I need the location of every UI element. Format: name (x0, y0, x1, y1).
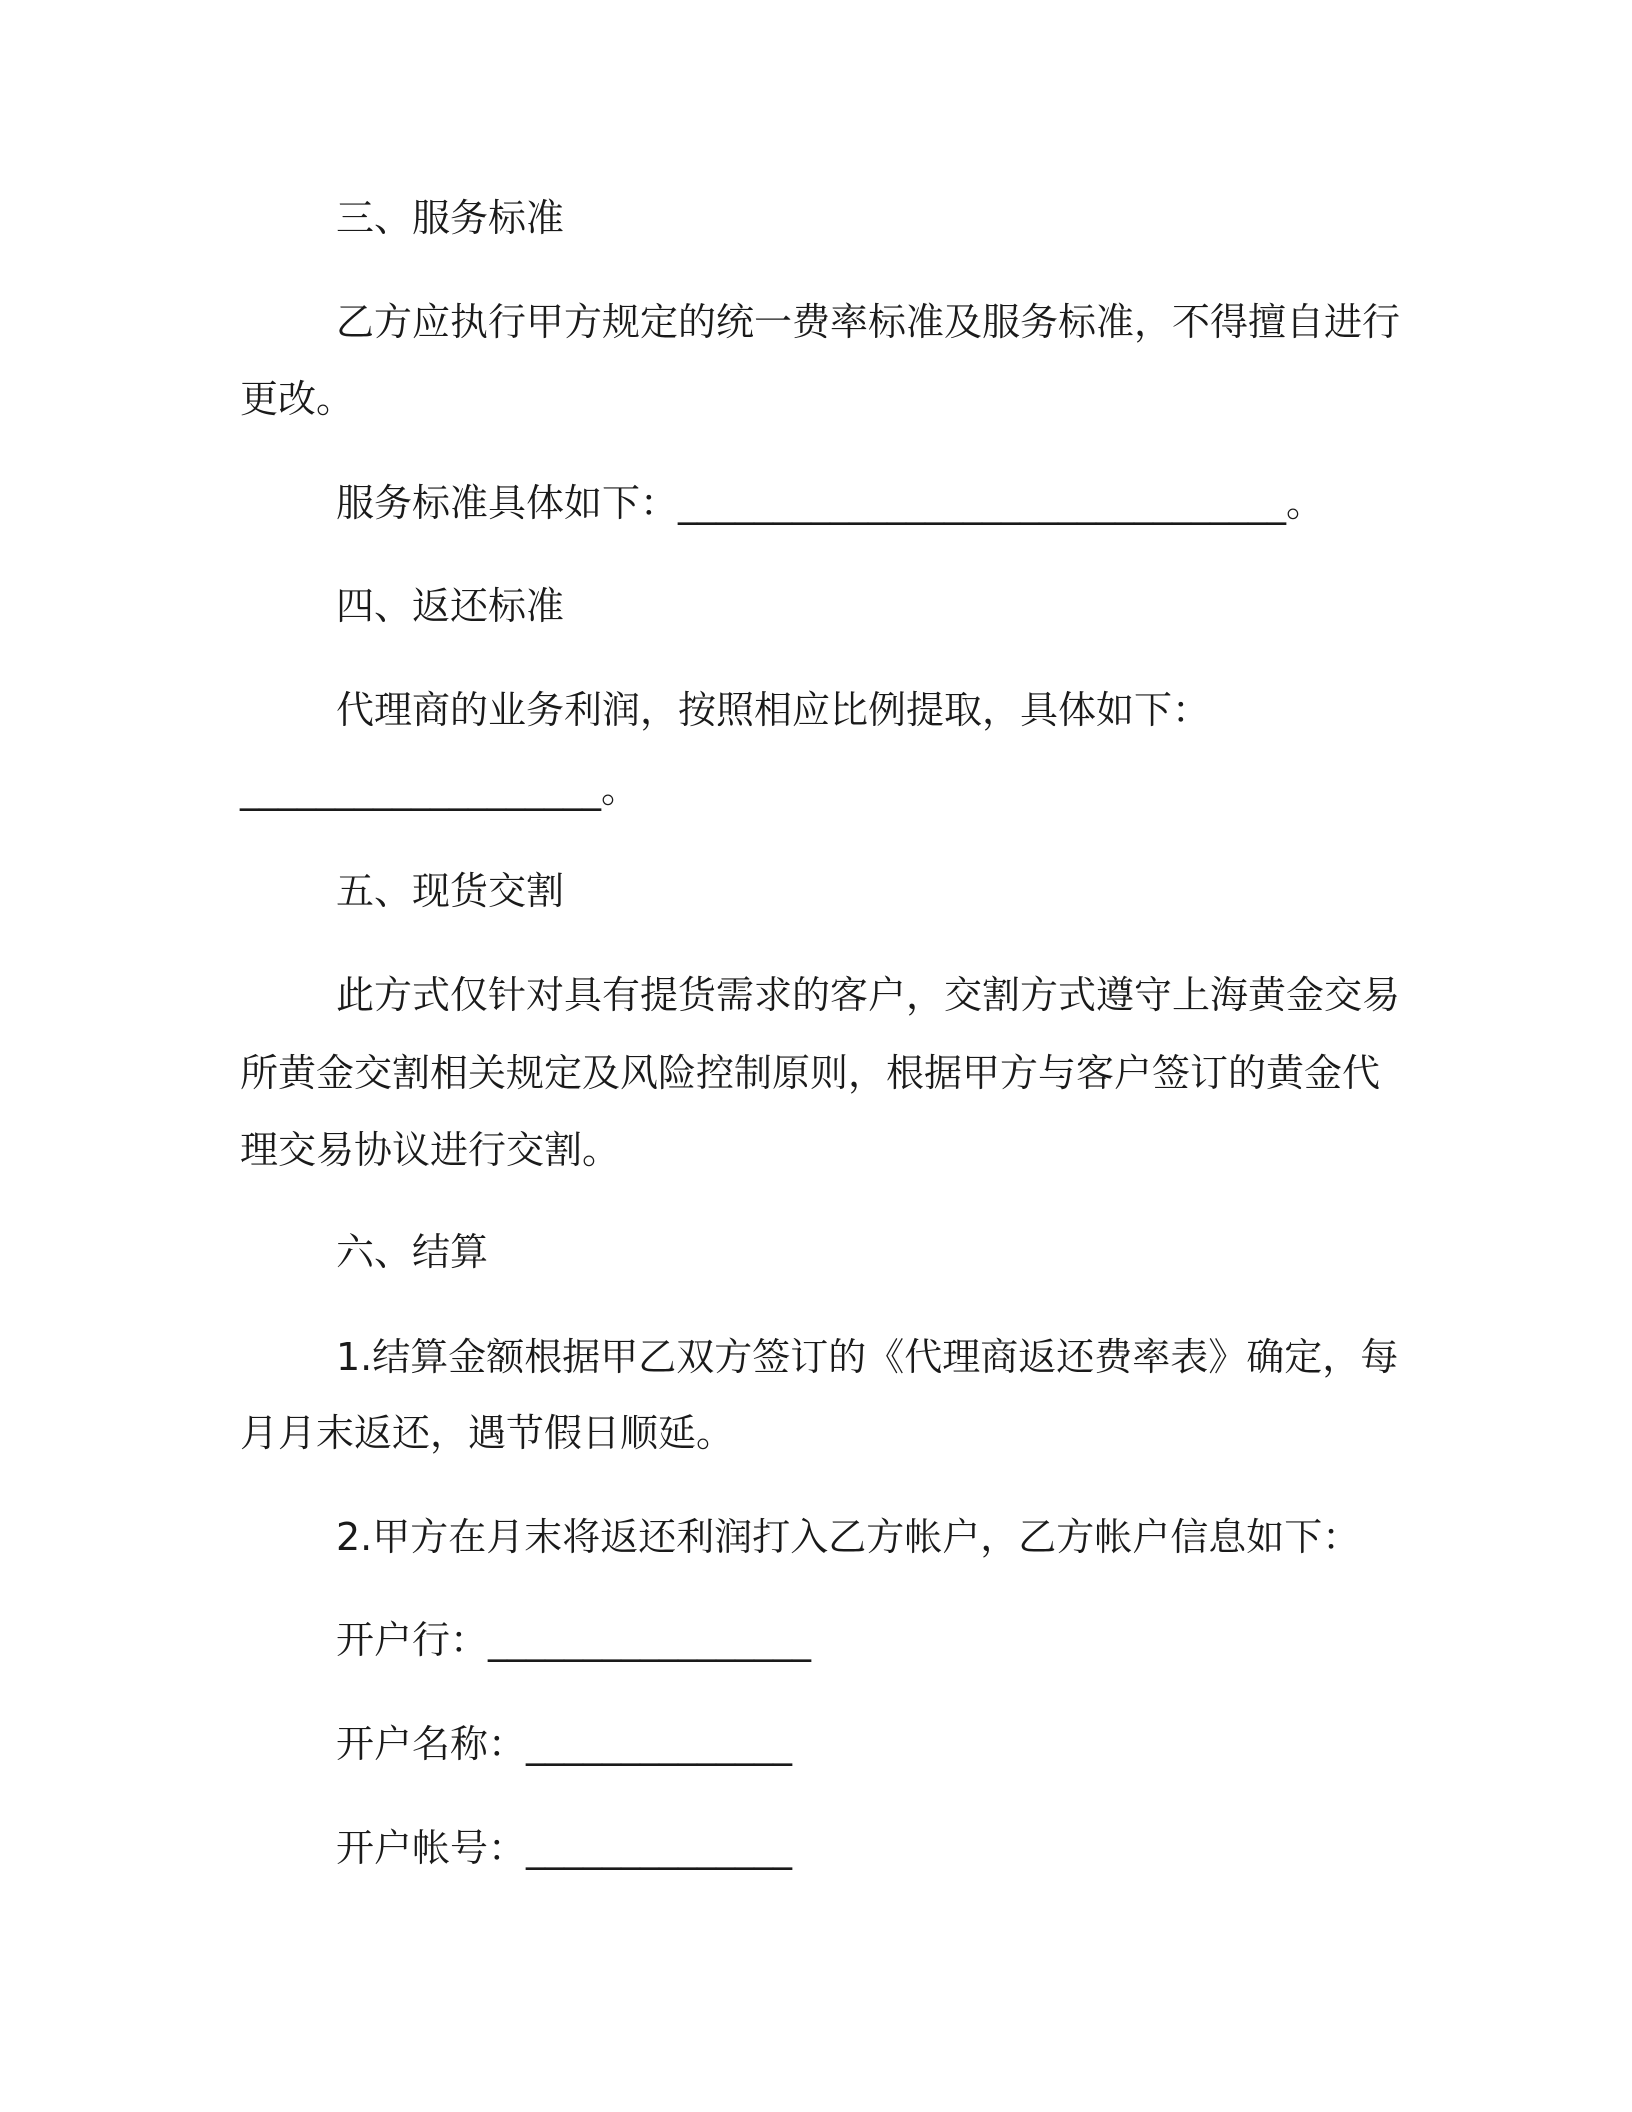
section-3-para-1-line-2: 更改。 (240, 377, 355, 421)
account-number-field: 开户帐号：______________ (336, 1826, 793, 1870)
section-4-para-1-line-1: 代理商的业务利润，按照相应比例提取，具体如下： (336, 688, 1211, 732)
section-4-heading: 四、返还标准 (336, 584, 565, 628)
section-6-heading: 六、结算 (336, 1230, 489, 1274)
section-5-para-1-line-2: 所黄金交割相关规定及风险控制原则，根据甲方与客户签订的黄金代 (240, 1051, 1381, 1095)
section-4-para-1-line-2: ___________________。 (240, 767, 640, 811)
section-5-heading: 五、现货交割 (336, 869, 565, 913)
bank-name-field: 开户行：_________________ (336, 1618, 812, 1662)
account-name-field: 开户名称：______________ (336, 1722, 793, 1766)
section-6-item-2: 2.甲方在月末将返还利润打入乙方帐户，乙方帐户信息如下： (336, 1515, 1361, 1559)
section-6-item-1-line-2: 月月末返还，遇节假日顺延。 (240, 1411, 735, 1455)
section-6-item-1-line-1: 1.结算金额根据甲乙双方签订的《代理商返还费率表》确定，每 (336, 1335, 1399, 1379)
section-5-para-1-line-3: 理交易协议进行交割。 (240, 1128, 621, 1172)
section-5-para-1-line-1: 此方式仅针对具有提货需求的客户，交割方式遵守上海黄金交易 (336, 973, 1401, 1017)
section-3-para-1-line-1: 乙方应执行甲方规定的统一费率标准及服务标准，不得擅自进行 (336, 300, 1401, 344)
section-3-para-2: 服务标准具体如下：________________________________。 (336, 481, 1325, 525)
section-3-heading: 三、服务标准 (336, 196, 565, 240)
